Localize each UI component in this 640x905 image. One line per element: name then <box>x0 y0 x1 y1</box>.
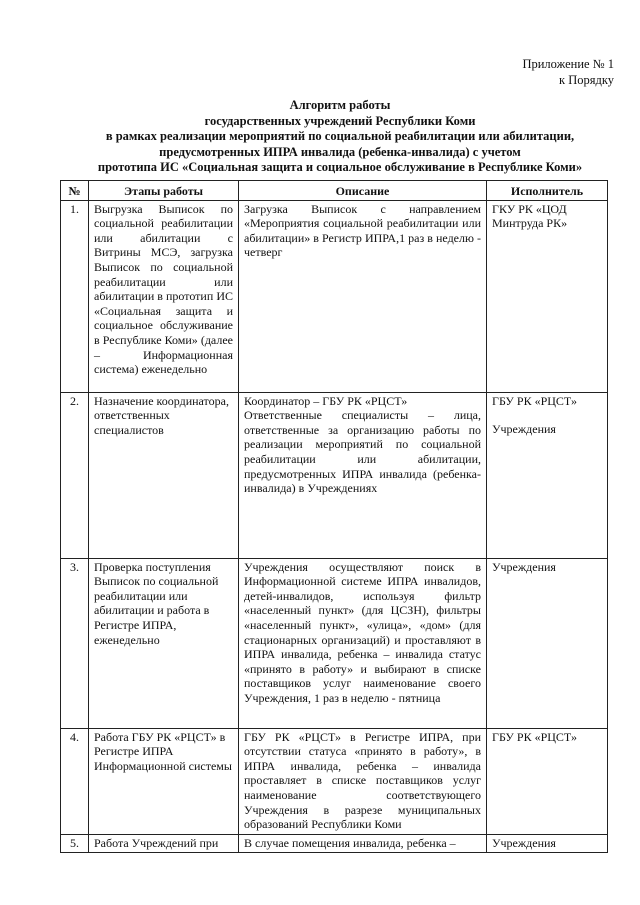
header-stage: Этапы работы <box>89 181 239 201</box>
row-num: 4. <box>61 728 89 834</box>
appendix-line-2: к Порядку <box>559 73 614 87</box>
row-exec: Учреждения <box>487 558 608 728</box>
title-line-3: в рамках реализации мероприятий по социальной реабилитации или абилитации, <box>105 129 575 143</box>
title-line-2: государственных учреждений Республики Коми <box>204 113 476 128</box>
row-desc: В случае помещения инвалида, ребенка – <box>239 834 487 852</box>
row-exec: ГКУ РК «ЦОД Минтруда РК» <box>487 200 608 392</box>
row-stage: Назначение координатора, ответственных специалистов <box>89 392 239 558</box>
row-exec: ГБУ РК «РЦСТ» <box>487 728 608 834</box>
table-row <box>61 392 608 558</box>
appendix-note <box>522 56 614 88</box>
row-stage: Работа ГБУ РК «РЦСТ» в Регистре ИПРА Информационной системы <box>89 728 239 834</box>
table-header-row <box>61 181 608 201</box>
table-row <box>61 558 608 728</box>
header-desc: Описание <box>239 181 487 201</box>
row-num: 3. <box>61 558 89 728</box>
row-num: 5. <box>61 834 89 852</box>
row-exec-institutions: Учреждения <box>492 422 556 437</box>
algorithm-table <box>60 180 608 853</box>
row-exec: Учреждения <box>487 834 608 852</box>
title-line-4: предусмотренных ИПРА инвалида (ребенка-инвалида) с учетом <box>159 144 521 159</box>
row-exec <box>487 392 608 558</box>
document-title <box>60 98 620 176</box>
table-row <box>61 200 608 392</box>
row-num: 1. <box>61 200 89 392</box>
row-stage: Выгрузка Выписок по социальной реабилитации или абилитации с Витрины МСЭ, загрузка Выписок по социальной реабилитации или абилитации в прототип ИС «Социальная защита и социальное обслуживание в Республике Коми» (далее – Информационная система) еженедельно <box>89 200 239 392</box>
header-exec: Исполнитель <box>487 181 608 201</box>
row-desc: ГБУ РК «РЦСТ» в Регистре ИПРА, при отсутствии статуса «принято в работу», в ИПРА инвалида, ребенка – инвалида проставляет в списке поставщиков услуг наименование соответствующего Учреждения в разрезе муниципальных образований Республики Коми <box>239 728 487 834</box>
row-desc: Загрузка Выписок с направлением «Мероприятия социальной реабилитации или абилитации» в Регистр ИПРА,1 раз в неделю - четверг <box>239 200 487 392</box>
row-desc: Учреждения осуществляют поиск в Информационной системе ИПРА инвалидов, детей-инвалидов, используя фильтр «населенный пункт» (для ЦСЗН), фильтры «населенный пункт», «улица», «дом» (для стационарных организаций) и проставляют в ИПРА инвалида, ребенка – инвалида статус «принято в работу» и выбирают в списке поставщиков услуг наименование своего Учреждения, 1 раз в неделю - пятница <box>239 558 487 728</box>
row-desc <box>239 392 487 558</box>
row-num: 2. <box>61 392 89 558</box>
title-line-1: Алгоритм работы <box>289 98 391 112</box>
table-row <box>61 728 608 834</box>
row-stage: Работа Учреждений при <box>89 834 239 852</box>
header-num: № <box>61 181 89 201</box>
row-desc-coordinator: Координатор – ГБУ РК «РЦСТ» <box>244 393 408 408</box>
appendix-line-1: Приложение № 1 <box>522 57 614 71</box>
row-exec-coordinator: ГБУ РК «РЦСТ» <box>492 393 577 408</box>
title-line-5: прототипа ИС «Социальная защита и социальное обслуживание в Республике Коми» <box>97 160 583 174</box>
row-stage: Проверка поступления Выписок по социальной реабилитации или абилитации и работа в Регистре ИПРА, еженедельно <box>89 558 239 728</box>
row-desc-specialists: Ответственные специалисты – лица, ответственные за организацию работы по реализации мероприятий по социальной реабилитации или абилитации, предусмотренных ИПРА инвалида (ребенка-инвалида) в Учреждениях <box>244 408 481 496</box>
table-row <box>61 834 608 852</box>
